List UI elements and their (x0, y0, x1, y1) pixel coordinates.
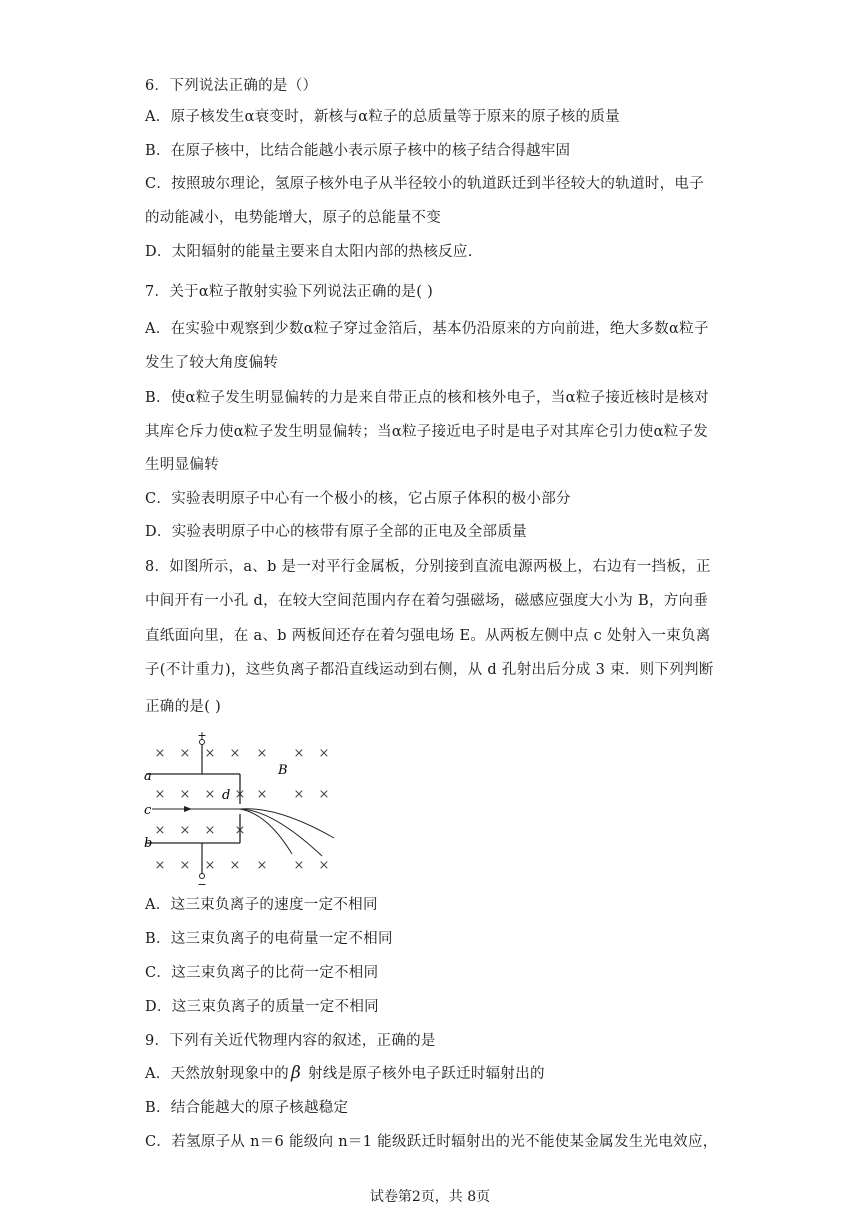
cross-mark: × (154, 746, 166, 761)
parallel-plates-diagram (138, 730, 348, 890)
minus-sign: − (197, 878, 207, 890)
cross-mark: × (154, 787, 166, 802)
cross-mark: × (229, 746, 241, 761)
q7-option-b-line2: 其库仑斥力使α粒子发生明显偏转；当α粒子接近电子时是电子对其库仑引力使α粒子发 (145, 424, 709, 440)
q7-option-c: C．实验表明原子中心有一个极小的核，它占原子体积的极小部分 (145, 491, 571, 507)
cross-mark: × (256, 787, 268, 802)
cross-mark: × (318, 787, 330, 802)
cross-mark: × (318, 858, 330, 873)
page-footer: 试卷第2页，共 8页 (369, 1189, 491, 1205)
q9-option-c: C．若氢原子从 n＝6 能级向 n＝1 能级跃迁时辐射出的光不能使某金属发生光电效应， (145, 1134, 718, 1150)
beam-trajectory-2 (240, 809, 322, 856)
cross-mark: × (256, 858, 268, 873)
cross-mark: × (293, 787, 305, 802)
beam-trajectory-1 (240, 809, 334, 838)
q6-option-d: D．太阳辐射的能量主要来自太阳内部的热核反应. (145, 244, 473, 260)
q8-option-b: B．这三束负离子的电荷量一定不相同 (145, 931, 393, 947)
q8-stem-line3: 直纸面向里，在 a、b 两板间还存在着匀强电场 E。从两板左侧中点 c 处射入一束负离 (145, 628, 711, 644)
q7-option-a-line2: 发生了较大角度偏转 (145, 355, 279, 371)
q8-option-a: A．这三束负离子的速度一定不相同 (145, 897, 378, 913)
beta-symbol: β (290, 1063, 302, 1083)
q9-option-a (145, 1063, 545, 1084)
q7-option-d: D．实验表明原子中心的核带有原子全部的正电及全部质量 (145, 524, 527, 540)
cross-mark: × (234, 787, 246, 802)
q6-option-c-line1: C．按照玻尔理论，氢原子核外电子从半径较小的轨道跃迁到半径较大的轨道时，电子 (145, 176, 704, 192)
cross-mark: × (204, 746, 216, 761)
beam-arrow (184, 806, 192, 812)
q6-option-b: B．在原子核中，比结合能越小表示原子核中的核子结合得越牢固 (145, 143, 571, 159)
cross-mark: × (204, 823, 216, 838)
q8-stem-line2: 中间开有一小孔 d，在较大空间范围内存在着匀强磁场，磁感应强度大小为 B，方向垂 (145, 593, 709, 609)
q6-option-c-line2: 的动能减小，电势能增大，原子的总能量不变 (145, 210, 441, 226)
q9-option-b: B．结合能越大的原子核越稳定 (145, 1100, 349, 1116)
q6-stem: 6．下列说法正确的是（） (145, 78, 318, 94)
cross-mark: × (179, 823, 191, 838)
label-a: a (144, 769, 152, 784)
cross-mark: × (179, 746, 191, 761)
cross-mark: × (204, 858, 216, 873)
label-c: c (144, 803, 152, 818)
label-b: b (144, 836, 153, 851)
plus-sign: + (197, 730, 207, 742)
q8-stem-line5: 正确的是( ) (145, 699, 222, 715)
q7-option-a-line1: A．在实验中观察到少数α粒子穿过金箔后，基本仍沿原来的方向前进，绝大多数α粒子 (145, 321, 709, 337)
label-d: d (222, 788, 231, 803)
cross-mark: × (293, 746, 305, 761)
cross-mark: × (179, 787, 191, 802)
q7-stem: 7．关于α粒子散射实验下列说法正确的是( ) (145, 284, 434, 300)
cross-mark: × (293, 858, 305, 873)
q7-option-b-line1: B．使α粒子发生明显偏转的力是来自带正点的核和核外电子，当α粒子接近核时是核对 (145, 390, 709, 406)
cross-mark: × (256, 746, 268, 761)
q8-stem-line4: 子(不计重力)，这些负离子都沿直线运动到右侧，从 d 孔射出后分成 3 束．则下列判断 (145, 662, 714, 678)
cross-mark: × (154, 823, 166, 838)
label-B: B (278, 763, 288, 778)
q6-option-a: A．原子核发生α衰变时，新核与α粒子的总质量等于原来的原子核的质量 (145, 109, 620, 125)
cross-mark: × (229, 858, 241, 873)
q7-option-b-line3: 生明显偏转 (145, 457, 219, 473)
cross-mark: × (204, 787, 216, 802)
q9-stem: 9．下列有关近代物理内容的叙述，正确的是 (145, 1033, 436, 1049)
cross-mark: × (318, 746, 330, 761)
q8-option-c: C．这三束负离子的比荷一定不相同 (145, 965, 379, 981)
q9-option-a-prefix: A．天然放射现象中的 (145, 1066, 289, 1082)
cross-mark: × (179, 858, 191, 873)
q8-option-d: D．这三束负离子的质量一定不相同 (145, 999, 379, 1015)
cross-mark: × (154, 858, 166, 873)
cross-mark: × (234, 823, 246, 838)
q9-option-a-suffix: 射线是原子核外电子跃迁时辐射出的 (303, 1066, 545, 1082)
q8-stem-line1: 8．如图所示，a、b 是一对平行金属板，分别接到直流电源两极上，右边有一挡板，正 (145, 559, 711, 575)
